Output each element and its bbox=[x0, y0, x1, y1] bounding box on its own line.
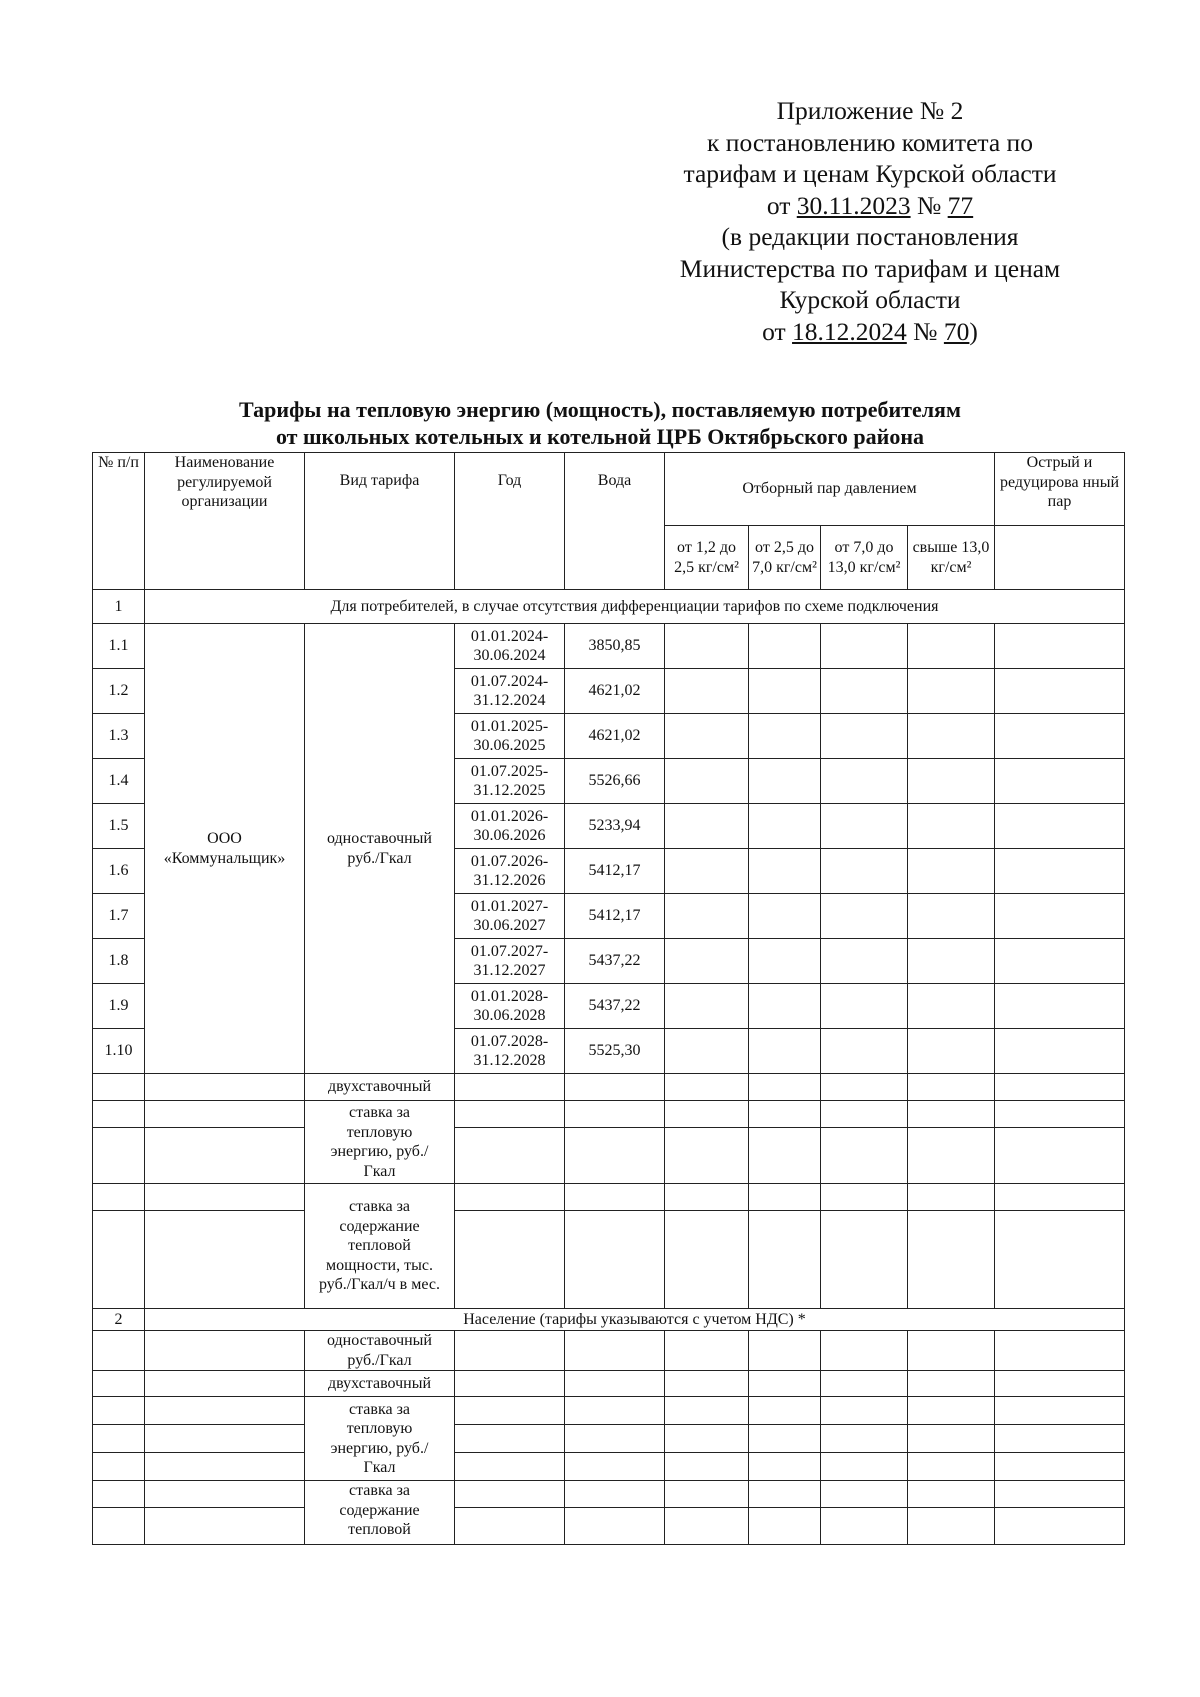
water-value: 5412,17 bbox=[565, 849, 665, 894]
empty-cell bbox=[455, 1453, 565, 1481]
period: 01.07.2024- 31.12.2024 bbox=[455, 669, 565, 714]
empty-cell bbox=[995, 849, 1125, 894]
appendix-edition-line bbox=[640, 316, 1100, 348]
empty-cell bbox=[145, 1074, 305, 1101]
empty-cell bbox=[821, 894, 908, 939]
empty-cell bbox=[908, 1184, 995, 1211]
s2-rate-energy-row bbox=[93, 1425, 1125, 1453]
empty-cell bbox=[749, 1128, 821, 1184]
period: 01.01.2025- 30.06.2025 bbox=[455, 714, 565, 759]
empty-cell bbox=[908, 1211, 995, 1309]
appendix-line: Министерства по тарифам и ценам bbox=[679, 253, 1061, 283]
empty-cell bbox=[908, 1331, 995, 1371]
empty-cell bbox=[749, 1101, 821, 1128]
empty-cell bbox=[665, 849, 749, 894]
empty-cell bbox=[821, 1211, 908, 1309]
empty-cell bbox=[995, 526, 1125, 590]
row-num: 1.10 bbox=[93, 1029, 145, 1074]
empty-cell bbox=[821, 939, 908, 984]
section-label: Население (тарифы указываются с учетом НДС) * bbox=[145, 1309, 1125, 1331]
empty-cell bbox=[455, 1508, 565, 1545]
header-num: № п/п bbox=[93, 453, 145, 590]
empty-cell bbox=[665, 1508, 749, 1545]
empty-cell bbox=[908, 1481, 995, 1508]
empty-cell bbox=[665, 1128, 749, 1184]
appendix-line: Приложение № 2 bbox=[776, 96, 964, 125]
empty-cell bbox=[665, 1074, 749, 1101]
empty-cell bbox=[93, 1184, 145, 1211]
empty-cell bbox=[908, 1508, 995, 1545]
empty-cell bbox=[749, 849, 821, 894]
empty-cell bbox=[821, 1029, 908, 1074]
s2-two-rate-row bbox=[93, 1371, 1125, 1397]
period: 01.01.2026- 30.06.2026 bbox=[455, 804, 565, 849]
empty-cell bbox=[145, 1101, 305, 1128]
empty-cell bbox=[908, 759, 995, 804]
row-num: 1.9 bbox=[93, 984, 145, 1029]
row-num: 1.3 bbox=[93, 714, 145, 759]
empty-cell bbox=[565, 1128, 665, 1184]
appendix-line: (в редакции постановления bbox=[721, 222, 1019, 251]
empty-cell bbox=[821, 1128, 908, 1184]
appendix-block bbox=[640, 95, 1100, 347]
empty-cell bbox=[455, 1101, 565, 1128]
header-pressure-4: свыше 13,0 кг/см² bbox=[908, 526, 995, 590]
empty-cell bbox=[665, 1453, 749, 1481]
rate-capacity-row bbox=[93, 1184, 1125, 1211]
empty-cell bbox=[665, 624, 749, 669]
title-line: Тарифы на тепловую энергию (мощность), поставляемую потребителям bbox=[239, 397, 961, 422]
empty-cell bbox=[908, 714, 995, 759]
empty-cell bbox=[908, 1029, 995, 1074]
empty-cell bbox=[995, 759, 1125, 804]
empty-cell bbox=[665, 669, 749, 714]
empty-cell bbox=[455, 1425, 565, 1453]
empty-cell bbox=[665, 1211, 749, 1309]
empty-cell bbox=[749, 1371, 821, 1397]
empty-cell bbox=[565, 1508, 665, 1545]
empty-cell bbox=[821, 1481, 908, 1508]
empty-cell bbox=[93, 1331, 145, 1371]
empty-cell bbox=[821, 1453, 908, 1481]
empty-cell bbox=[749, 1481, 821, 1508]
document-title bbox=[170, 396, 1030, 450]
empty-cell bbox=[821, 849, 908, 894]
section-label: Для потребителей, в случае отсутствия дифференциации тарифов по схеме подключения bbox=[145, 590, 1125, 624]
two-rate-label: двухставочный bbox=[305, 1074, 455, 1101]
empty-cell bbox=[749, 1074, 821, 1101]
empty-cell bbox=[749, 1184, 821, 1211]
header-pressure-1: от 1,2 до 2,5 кг/см² bbox=[665, 526, 749, 590]
row-num: 1.2 bbox=[93, 669, 145, 714]
empty-cell bbox=[93, 1508, 145, 1545]
empty-cell bbox=[565, 1101, 665, 1128]
empty-cell bbox=[821, 1184, 908, 1211]
water-value: 5526,66 bbox=[565, 759, 665, 804]
empty-cell bbox=[565, 1074, 665, 1101]
empty-cell bbox=[821, 1074, 908, 1101]
empty-cell bbox=[749, 804, 821, 849]
period: 01.01.2028- 30.06.2028 bbox=[455, 984, 565, 1029]
empty-cell bbox=[665, 1101, 749, 1128]
text: № bbox=[910, 190, 948, 220]
empty-cell bbox=[995, 939, 1125, 984]
empty-cell bbox=[995, 1397, 1125, 1425]
empty-cell bbox=[93, 1128, 145, 1184]
empty-cell bbox=[93, 1074, 145, 1101]
empty-cell bbox=[565, 1184, 665, 1211]
empty-cell bbox=[749, 1331, 821, 1371]
period: 01.01.2027- 30.06.2027 bbox=[455, 894, 565, 939]
empty-cell bbox=[749, 1211, 821, 1309]
empty-cell bbox=[145, 1331, 305, 1371]
empty-cell bbox=[565, 1331, 665, 1371]
empty-cell bbox=[665, 894, 749, 939]
water-value: 5233,94 bbox=[565, 804, 665, 849]
empty-cell bbox=[749, 1425, 821, 1453]
empty-cell bbox=[995, 669, 1125, 714]
rate-energy-row bbox=[93, 1128, 1125, 1184]
org-name: ООО «Коммунальщик» bbox=[145, 624, 305, 1074]
edition-date: 18.12.2024 bbox=[792, 316, 907, 346]
appendix-line: тарифам и ценам Курской области bbox=[683, 159, 1057, 188]
period: 01.07.2027- 31.12.2027 bbox=[455, 939, 565, 984]
empty-cell bbox=[749, 894, 821, 939]
empty-cell bbox=[93, 1453, 145, 1481]
empty-cell bbox=[93, 1481, 145, 1508]
empty-cell bbox=[145, 1397, 305, 1425]
empty-cell bbox=[995, 714, 1125, 759]
rate-capacity-label: ставка за содержание тепловой мощности, тыс. руб./Гкал/ч в мес. bbox=[305, 1184, 455, 1309]
row-num: 1.1 bbox=[93, 624, 145, 669]
section-num: 1 bbox=[93, 590, 145, 624]
empty-cell bbox=[93, 1425, 145, 1453]
decree-date: 30.11.2023 bbox=[796, 190, 911, 220]
period: 01.07.2026- 31.12.2026 bbox=[455, 849, 565, 894]
empty-cell bbox=[821, 1397, 908, 1425]
empty-cell bbox=[749, 624, 821, 669]
empty-cell bbox=[908, 669, 995, 714]
empty-cell bbox=[995, 1211, 1125, 1309]
empty-cell bbox=[665, 1029, 749, 1074]
empty-cell bbox=[565, 1371, 665, 1397]
empty-cell bbox=[995, 1101, 1125, 1128]
row-num: 1.7 bbox=[93, 894, 145, 939]
empty-cell bbox=[995, 1331, 1125, 1371]
empty-cell bbox=[821, 759, 908, 804]
empty-cell bbox=[908, 1101, 995, 1128]
empty-cell bbox=[908, 624, 995, 669]
empty-cell bbox=[665, 1371, 749, 1397]
water-value: 5412,17 bbox=[565, 894, 665, 939]
appendix-line: к постановлению комитета по bbox=[707, 127, 1033, 157]
empty-cell bbox=[565, 1397, 665, 1425]
header-water: Вода bbox=[565, 453, 665, 590]
empty-cell bbox=[995, 894, 1125, 939]
empty-cell bbox=[145, 1453, 305, 1481]
empty-cell bbox=[995, 1481, 1125, 1508]
empty-cell bbox=[749, 759, 821, 804]
empty-cell bbox=[455, 1211, 565, 1309]
tariff-table bbox=[92, 452, 1125, 1545]
text: от bbox=[766, 190, 797, 220]
empty-cell bbox=[665, 1184, 749, 1211]
empty-cell bbox=[995, 984, 1125, 1029]
one-rate-label: одноставочный руб./Гкал bbox=[305, 624, 455, 1074]
empty-cell bbox=[93, 1397, 145, 1425]
empty-cell bbox=[455, 1331, 565, 1371]
period: 01.07.2028- 31.12.2028 bbox=[455, 1029, 565, 1074]
empty-cell bbox=[749, 984, 821, 1029]
period: 01.01.2024- 30.06.2024 bbox=[455, 624, 565, 669]
s2-rate-capacity-label: ставка за содержание тепловой bbox=[305, 1481, 455, 1545]
water-value: 5437,22 bbox=[565, 984, 665, 1029]
empty-cell bbox=[665, 1425, 749, 1453]
empty-cell bbox=[145, 1425, 305, 1453]
text: ) bbox=[969, 316, 978, 346]
empty-cell bbox=[565, 1481, 665, 1508]
empty-cell bbox=[821, 1331, 908, 1371]
empty-cell bbox=[821, 1425, 908, 1453]
empty-cell bbox=[821, 1101, 908, 1128]
empty-cell bbox=[821, 669, 908, 714]
s2-rate-energy-row bbox=[93, 1397, 1125, 1425]
empty-cell bbox=[455, 1184, 565, 1211]
empty-cell bbox=[995, 1371, 1125, 1397]
header-year: Год bbox=[455, 453, 565, 590]
s2-rate-capacity-row bbox=[93, 1508, 1125, 1545]
empty-cell bbox=[908, 849, 995, 894]
empty-cell bbox=[908, 984, 995, 1029]
text: от bbox=[762, 316, 793, 346]
empty-cell bbox=[665, 1481, 749, 1508]
water-value: 3850,85 bbox=[565, 624, 665, 669]
s2-rate-capacity-row bbox=[93, 1481, 1125, 1508]
water-value: 5437,22 bbox=[565, 939, 665, 984]
empty-cell bbox=[821, 624, 908, 669]
empty-cell bbox=[145, 1371, 305, 1397]
text: № bbox=[906, 316, 944, 346]
empty-cell bbox=[455, 1128, 565, 1184]
row-num: 1.8 bbox=[93, 939, 145, 984]
empty-cell bbox=[821, 1371, 908, 1397]
empty-cell bbox=[749, 1508, 821, 1545]
period: 01.07.2025- 31.12.2025 bbox=[455, 759, 565, 804]
header-row bbox=[93, 453, 1125, 526]
empty-cell bbox=[821, 1508, 908, 1545]
empty-cell bbox=[749, 1029, 821, 1074]
empty-cell bbox=[749, 939, 821, 984]
header-pressure-2: от 2,5 до 7,0 кг/см² bbox=[749, 526, 821, 590]
empty-cell bbox=[908, 1425, 995, 1453]
empty-cell bbox=[908, 1371, 995, 1397]
rate-energy-label: ставка за тепловую энергию, руб./Гкал bbox=[305, 1101, 455, 1184]
table-row bbox=[93, 624, 1125, 669]
empty-cell bbox=[749, 1453, 821, 1481]
decree-number: 77 bbox=[947, 190, 974, 220]
empty-cell bbox=[93, 1101, 145, 1128]
empty-cell bbox=[908, 1397, 995, 1425]
s2-one-rate-row bbox=[93, 1331, 1125, 1371]
empty-cell bbox=[995, 1184, 1125, 1211]
empty-cell bbox=[995, 1029, 1125, 1074]
empty-cell bbox=[821, 984, 908, 1029]
row-num: 1.4 bbox=[93, 759, 145, 804]
empty-cell bbox=[749, 714, 821, 759]
empty-cell bbox=[455, 1397, 565, 1425]
empty-cell bbox=[995, 1128, 1125, 1184]
empty-cell bbox=[995, 804, 1125, 849]
water-value: 5525,30 bbox=[565, 1029, 665, 1074]
empty-cell bbox=[908, 1074, 995, 1101]
appendix-line: Курской области bbox=[779, 285, 961, 314]
water-value: 4621,02 bbox=[565, 669, 665, 714]
header-sharp-steam: Острый и редуцирова нный пар bbox=[995, 453, 1125, 526]
s2-one-rate-label: одноставочный руб./Гкал bbox=[305, 1331, 455, 1371]
empty-cell bbox=[665, 939, 749, 984]
header-pressure-3: от 7,0 до 13,0 кг/см² bbox=[821, 526, 908, 590]
empty-cell bbox=[145, 1508, 305, 1545]
appendix-decree-line bbox=[640, 190, 1100, 222]
s2-rate-energy-label: ставка за тепловую энергию, руб./Гкал bbox=[305, 1397, 455, 1481]
empty-cell bbox=[93, 1371, 145, 1397]
rate-energy-row bbox=[93, 1101, 1125, 1128]
empty-cell bbox=[995, 1074, 1125, 1101]
empty-cell bbox=[908, 939, 995, 984]
s2-two-rate-label: двухставочный bbox=[305, 1371, 455, 1397]
rate-capacity-row bbox=[93, 1211, 1125, 1309]
section-num: 2 bbox=[93, 1309, 145, 1331]
empty-cell bbox=[749, 669, 821, 714]
empty-cell bbox=[145, 1184, 305, 1211]
empty-cell bbox=[665, 714, 749, 759]
row-num: 1.6 bbox=[93, 849, 145, 894]
empty-cell bbox=[908, 1453, 995, 1481]
row-num: 1.5 bbox=[93, 804, 145, 849]
empty-cell bbox=[565, 1211, 665, 1309]
edition-number: 70 bbox=[943, 316, 970, 346]
empty-cell bbox=[665, 984, 749, 1029]
empty-cell bbox=[908, 804, 995, 849]
empty-cell bbox=[995, 1508, 1125, 1545]
header-steam: Отборный пар давлением bbox=[665, 453, 995, 526]
empty-cell bbox=[145, 1128, 305, 1184]
section-row bbox=[93, 1309, 1125, 1331]
empty-cell bbox=[908, 1128, 995, 1184]
empty-cell bbox=[665, 1397, 749, 1425]
empty-cell bbox=[995, 624, 1125, 669]
empty-cell bbox=[455, 1074, 565, 1101]
empty-cell bbox=[821, 714, 908, 759]
empty-cell bbox=[665, 759, 749, 804]
empty-cell bbox=[995, 1453, 1125, 1481]
empty-cell bbox=[749, 1397, 821, 1425]
empty-cell bbox=[455, 1371, 565, 1397]
empty-cell bbox=[145, 1481, 305, 1508]
two-rate-row bbox=[93, 1074, 1125, 1101]
empty-cell bbox=[665, 1331, 749, 1371]
empty-cell bbox=[908, 894, 995, 939]
header-tariff-type: Вид тарифа bbox=[305, 453, 455, 590]
water-value: 4621,02 bbox=[565, 714, 665, 759]
title-line: от школьных котельных и котельной ЦРБ Октябрьского района bbox=[275, 424, 925, 449]
empty-cell bbox=[455, 1481, 565, 1508]
header-org: Наименование регулируемой организации bbox=[145, 453, 305, 590]
empty-cell bbox=[145, 1211, 305, 1309]
empty-cell bbox=[821, 804, 908, 849]
empty-cell bbox=[565, 1425, 665, 1453]
empty-cell bbox=[565, 1453, 665, 1481]
empty-cell bbox=[665, 804, 749, 849]
empty-cell bbox=[93, 1211, 145, 1309]
empty-cell bbox=[995, 1425, 1125, 1453]
section-row bbox=[93, 590, 1125, 624]
s2-rate-energy-row bbox=[93, 1453, 1125, 1481]
